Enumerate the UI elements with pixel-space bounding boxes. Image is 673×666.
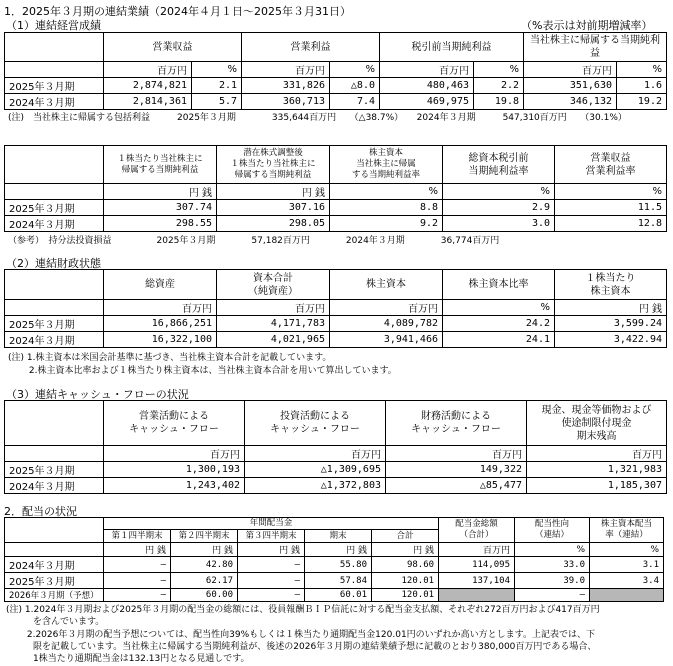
col-header-investing-cf: 投資活動による キャッシュ・フロー: [245, 401, 386, 446]
data-cell: 4,171,783: [217, 316, 330, 332]
col-header-financing-cf: 財務活動による キャッシュ・フロー: [386, 401, 527, 446]
col-header-shareholders-equity: 株主資本: [330, 270, 443, 300]
unit-cell: 百万円: [217, 300, 330, 316]
data-cell: 1,321,983: [527, 462, 667, 478]
data-cell: 8.8: [330, 200, 443, 216]
data-cell: 24.2: [443, 316, 555, 332]
unit-cell: 円 銭: [217, 184, 330, 200]
data-cell: 480,463: [380, 78, 474, 94]
section-heading-financial-position: （2）連結財政状態: [6, 257, 101, 270]
data-cell: 7.4: [330, 94, 380, 110]
dividends-table: [4, 517, 664, 602]
data-cell: ―: [104, 573, 171, 589]
data-cell: 3,599.24: [555, 316, 667, 332]
row-label: 2024年３月期: [5, 216, 104, 232]
data-cell: 120.01: [372, 573, 439, 589]
unit-cell: %: [555, 184, 667, 200]
data-cell: 469,975: [380, 94, 474, 110]
data-cell: 60.01: [305, 589, 372, 602]
unit-cell: 百万円: [439, 543, 515, 557]
unit-cell: %: [330, 184, 443, 200]
page-title: 1．2025年３月期の連結業績（2024年４月１日～2025年３月31日）: [4, 5, 351, 18]
unit-cell: 百万円: [104, 446, 245, 462]
col-header-q3: 第３四半期末: [238, 530, 305, 543]
data-cell: ―: [515, 589, 590, 602]
data-cell: 120.01: [372, 589, 439, 602]
section-heading-cash-flows: （3）連結キャッシュ・フローの状況: [6, 388, 189, 401]
data-cell: 11.5: [555, 200, 667, 216]
unit-cell: %: [330, 62, 380, 78]
table-row: [5, 200, 667, 216]
table-row: [5, 332, 667, 348]
section-heading-dividends: 2．配当の状況: [4, 505, 77, 518]
data-cell: 2,814,361: [104, 94, 192, 110]
data-cell: 1,185,307: [527, 478, 667, 494]
table-row: [5, 557, 664, 573]
data-cell: 298.05: [217, 216, 330, 232]
unit-cell: 百万円: [524, 62, 617, 78]
table-row: [5, 94, 667, 110]
data-cell: 42.80: [171, 557, 238, 573]
equity-method-note: （参考） 持分法投資損益 2025年３月期 57,182百万円 2024年３月期 36,774百万円: [8, 236, 500, 246]
data-cell: 39.0: [515, 573, 590, 589]
data-cell: ―: [104, 557, 171, 573]
unit-row-label: [5, 446, 104, 462]
data-cell: 16,866,251: [104, 316, 217, 332]
unit-cell: 円 銭: [238, 543, 305, 557]
data-cell: 1,243,402: [104, 478, 245, 494]
data-cell: 1,300,193: [104, 462, 245, 478]
unit-cell: 百万円: [242, 62, 330, 78]
data-cell: 24.1: [443, 332, 555, 348]
dividend-note-2b: 限を記載しています。当社株主に帰属する当期純利益が、後述の2026年３月期の連結業績予想に記載のとおり380,000百万円である場合、: [6, 642, 597, 652]
col-header-diluted-eps: 潜在株式調整後 １株当たり当社株主に 帰属する当期純利益: [217, 146, 330, 184]
col-header-total-equity: 資本合計 （純資産）: [217, 270, 330, 300]
row-label: 2025年３月期: [5, 200, 104, 216]
data-cell: 19.8: [474, 94, 524, 110]
col-header-pretax-income: 税引前当期純利益: [380, 33, 524, 62]
unit-cell: 円 銭: [305, 543, 372, 557]
dividend-note-1b: を含んでいます。: [6, 617, 105, 627]
row-label: 2024年３月期: [5, 557, 104, 573]
data-cell: 3.1: [590, 557, 664, 573]
unit-row-label: [5, 543, 104, 557]
data-cell: 3.4: [590, 573, 664, 589]
table-row: [5, 462, 667, 478]
col-header-cash-end: 現金、現金等価物および 使途制限付現金 期末残高: [527, 401, 667, 446]
unit-cell: %: [443, 300, 555, 316]
data-cell: 60.00: [171, 589, 238, 602]
data-cell: 62.17: [171, 573, 238, 589]
data-cell: 346,132: [524, 94, 617, 110]
col-header-revenue: 営業収益: [104, 33, 242, 62]
row-label: 2025年３月期: [5, 462, 104, 478]
data-cell: 98.60: [372, 557, 439, 573]
table-row: [5, 216, 667, 232]
data-cell: 307.74: [104, 200, 217, 216]
col-header-eps: １株当たり当社株主に 帰属する当期純利益: [104, 146, 217, 184]
data-cell: △8.0: [330, 78, 380, 94]
data-cell: 12.8: [555, 216, 667, 232]
row-label: 2024年３月期: [5, 94, 104, 110]
unit-cell: 百万円: [527, 446, 667, 462]
table-row: [5, 478, 667, 494]
data-cell: △85,477: [386, 478, 527, 494]
section-heading-operating-results: （1）連結経営成績: [6, 19, 101, 32]
per-share-table: [4, 145, 667, 232]
data-cell: △1,372,803: [245, 478, 386, 494]
unit-cell: %: [192, 62, 242, 78]
data-cell: 137,104: [439, 573, 515, 589]
data-cell: 57.84: [305, 573, 372, 589]
col-header-roa: 総資本税引前 当期純利益率: [443, 146, 555, 184]
dividend-note-2: 2.2026年３月期の配当予想については、配当性向39%もしくは１株当たり通期配当金120.01円のいずれか高い方とします。上記表では、下: [6, 630, 595, 640]
col-header-annual-dividend: 年間配当金: [104, 518, 439, 530]
dividend-note-2c: 1株当たり通期配当金は132.13円となる見通しです。: [6, 654, 250, 664]
data-cell: 3,422.94: [555, 332, 667, 348]
data-cell: 114,095: [439, 557, 515, 573]
row-label: 2024年３月期: [5, 478, 104, 494]
table-row: [5, 78, 667, 94]
col-header-total-assets: 総資産: [104, 270, 217, 300]
unit-cell: 百万円: [104, 300, 217, 316]
corner-cell: [5, 518, 104, 543]
unit-cell: 円 銭: [372, 543, 439, 557]
operating-results-table: [4, 32, 667, 110]
unit-cell: %: [474, 62, 524, 78]
table-row: [5, 573, 664, 589]
data-cell: 351,630: [524, 78, 617, 94]
financial-position-table: [4, 269, 667, 348]
data-cell: △1,309,695: [245, 462, 386, 478]
cash-flow-table: [4, 400, 667, 494]
unit-cell: %: [515, 543, 590, 557]
row-label: 2025年３月期: [5, 78, 104, 94]
unit-cell: 百万円: [386, 446, 527, 462]
unit-cell: 百万円: [245, 446, 386, 462]
data-cell: 2.9: [443, 200, 555, 216]
col-header-operating-margin: 営業収益 営業利益率: [555, 146, 667, 184]
data-cell: ―: [238, 557, 305, 573]
col-header-total-dividend: 配当金総額 （合計）: [439, 518, 515, 543]
corner-cell: [5, 33, 104, 62]
table-row: [5, 316, 667, 332]
data-cell: 4,089,782: [330, 316, 443, 332]
col-header-dividend-equity-ratio: 株主資本配当 率（連結）: [590, 518, 664, 543]
unit-row-label: [5, 184, 104, 200]
unit-cell: 円 銭: [555, 300, 667, 316]
col-header-total: 合計: [372, 530, 439, 543]
data-cell: 1.6: [617, 78, 667, 94]
data-cell: 9.2: [330, 216, 443, 232]
unit-cell: 百万円: [104, 62, 192, 78]
row-label: 2026年３月期（予想）: [5, 589, 104, 602]
data-cell: 2,874,821: [104, 78, 192, 94]
corner-cell: [5, 270, 104, 300]
corner-cell: [5, 146, 104, 184]
col-header-equity-ratio: 株主資本比率: [443, 270, 555, 300]
pct-note: （%表示は対前期増減率）: [521, 19, 653, 32]
corner-cell: [5, 401, 104, 446]
col-header-q1: 第１四半期末: [104, 530, 171, 543]
unit-cell: %: [617, 62, 667, 78]
comprehensive-income-note: (注) 当社株主に帰属する包括利益 2025年３月期 335,644百万円 （△38.7%） 2024年３月期 547,310百万円 （30.1%）: [8, 113, 627, 123]
col-header-operating-cf: 営業活動による キャッシュ・フロー: [104, 401, 245, 446]
unit-row-label: [5, 62, 104, 78]
data-cell: 298.55: [104, 216, 217, 232]
row-label: 2024年３月期: [5, 332, 104, 348]
data-cell-shaded: [439, 589, 515, 602]
data-cell: 331,826: [242, 78, 330, 94]
col-header-payout-ratio: 配当性向 （連結）: [515, 518, 590, 543]
dividend-note-1: (注) 1.2024年３月期および2025年３月期の配当金の総額には、役員報酬ＢＩＰ信託に対する配当金支払額、それぞれ272百万円および417百万円: [6, 605, 600, 615]
col-header-year-end: 期末: [305, 530, 372, 543]
data-cell-shaded: [590, 589, 664, 602]
data-cell: 149,322: [386, 462, 527, 478]
data-cell: 2.1: [192, 78, 242, 94]
row-label: 2025年３月期: [5, 316, 104, 332]
col-header-roe: 株主資本 当社株主に帰属 する当期純利益率: [330, 146, 443, 184]
row-label: 2025年３月期: [5, 573, 104, 589]
data-cell: ―: [238, 589, 305, 602]
unit-cell: 百万円: [330, 300, 443, 316]
table-row: [5, 589, 664, 602]
unit-cell: 円 銭: [104, 184, 217, 200]
data-cell: 4,021,965: [217, 332, 330, 348]
unit-cell: %: [590, 543, 664, 557]
data-cell: 2.2: [474, 78, 524, 94]
unit-cell: %: [443, 184, 555, 200]
data-cell: 360,713: [242, 94, 330, 110]
col-header-operating-income: 営業利益: [242, 33, 380, 62]
data-cell: 55.80: [305, 557, 372, 573]
data-cell: ―: [104, 589, 171, 602]
data-cell: 19.2: [617, 94, 667, 110]
col-header-bps: １株当たり 株主資本: [555, 270, 667, 300]
data-cell: 16,322,100: [104, 332, 217, 348]
financial-note-1: (注) 1.株主資本は米国会計基準に基づき、当社株主資本合計を記載しています。: [8, 353, 332, 363]
data-cell: 5.7: [192, 94, 242, 110]
unit-cell: 円 銭: [171, 543, 238, 557]
data-cell: 3,941,466: [330, 332, 443, 348]
data-cell: 3.0: [443, 216, 555, 232]
data-cell: ―: [238, 573, 305, 589]
data-cell: 307.16: [217, 200, 330, 216]
unit-cell: 円 銭: [104, 543, 171, 557]
data-cell: 33.0: [515, 557, 590, 573]
col-header-net-income: 当社株主に帰属する当期純利益: [524, 33, 667, 62]
col-header-q2: 第２四半期末: [171, 530, 238, 543]
unit-cell: 百万円: [380, 62, 474, 78]
unit-row-label: [5, 300, 104, 316]
financial-note-2: 2.株主資本比率および１株当たり株主資本は、当社株主資本合計を用いて算出しています。: [8, 366, 397, 376]
